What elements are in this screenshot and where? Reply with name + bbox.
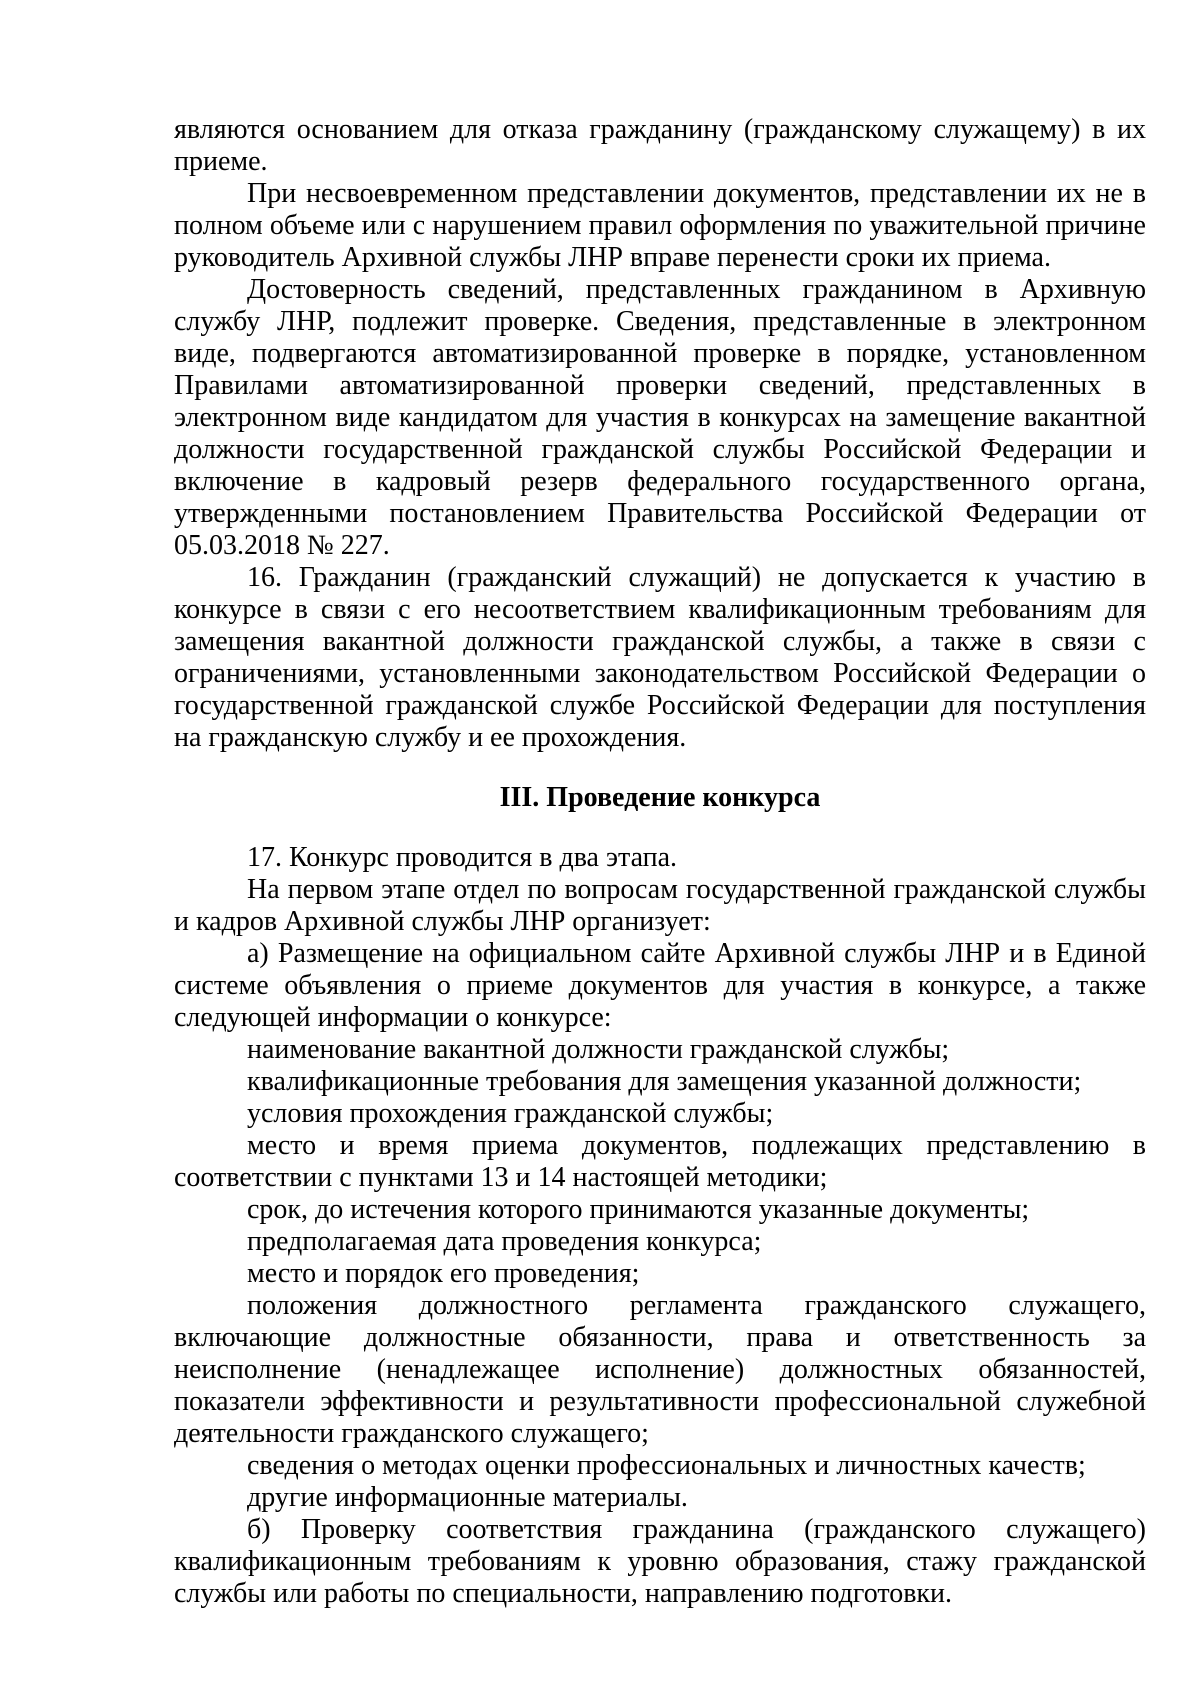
list-item: предполагаемая дата проведения конкурса; xyxy=(247,1226,762,1257)
list-item: квалификационные требования для замещения указанной должности; xyxy=(247,1066,1082,1097)
section-heading: III. Проведение конкурса xyxy=(499,782,821,813)
paragraph-item-17: 17. Конкурс проводится в два этапа. xyxy=(247,842,678,873)
list-item: положения должностного регламента гражданского служащего, включающие должностные обязанности, права и ответственность за неисполнение (ненадлежащее исполнение) должностных обязанностей, показатели эффективности и результативности профессиональной служебной деятельности гражданского служащего; xyxy=(174,1290,1146,1449)
paragraph-item-16: 16. Гражданин (гражданский служащий) не допускается к участию в конкурсе в связи с его несоответствием квалификационным требованиям для замещения вакантной должности гражданской службы, а также в связи с ограничениями, установленными законодательством Российской Федерации о государственной гражданской службе Российской Федерации для поступления на гражданскую службу и ее прохождения. xyxy=(174,562,1146,753)
list-item: срок, до истечения которого принимаются указанные документы; xyxy=(247,1194,1030,1225)
paragraph-first-stage: На первом этапе отдел по вопросам государственной гражданской службы и кадров Архивной службы ЛНР организует: xyxy=(174,874,1146,937)
paragraph-verification: Достоверность сведений, представленных гражданином в Архивную службу ЛНР, подлежит проверке. Сведения, представленные в электронном виде, подвергаются автоматизированной проверке в порядке, установленном Правилами автоматизированной проверки сведений, представленных в электронном виде кандидатом для участия в конкурсах на замещение вакантной должности государственной гражданской службы Российской Федерации и включение в кадровый резерв федерального государственного органа, утвержденными постановлением Правительства Российской Федерации от 05.03.2018 № 227. xyxy=(174,274,1146,561)
list-item: условия прохождения гражданской службы; xyxy=(247,1098,774,1129)
list-item: сведения о методах оценки профессиональных и личностных качеств; xyxy=(247,1450,1086,1481)
paragraph-continuation: являются основанием для отказа гражданину (гражданскому служащему) в их приеме. xyxy=(174,114,1146,177)
document-page xyxy=(174,114,1146,1610)
list-item: другие информационные материалы. xyxy=(247,1482,688,1513)
paragraph-item-b: б) Проверку соответствия гражданина (гражданского служащего) квалификационным требованиям к уровню образования, стажу гражданской службы или работы по специальности, направлению подготовки. xyxy=(174,1514,1146,1609)
paragraph-item-a: а) Размещение на официальном сайте Архивной службы ЛНР и в Единой системе объявления о приеме документов для участия в конкурсе, а также следующей информации о конкурсе: xyxy=(174,938,1146,1033)
list-item: наименование вакантной должности гражданской службы; xyxy=(247,1034,950,1065)
list-item: место и порядок его проведения; xyxy=(247,1258,640,1289)
list-item: место и время приема документов, подлежащих представлению в соответствии с пунктами 13 и 14 настоящей методики; xyxy=(174,1130,1146,1193)
paragraph-deadline-transfer: При несвоевременном представлении документов, представлении их не в полном объеме или с нарушением правил оформления по уважительной причине руководитель Архивной службы ЛНР вправе перенести сроки их приема. xyxy=(174,178,1146,273)
